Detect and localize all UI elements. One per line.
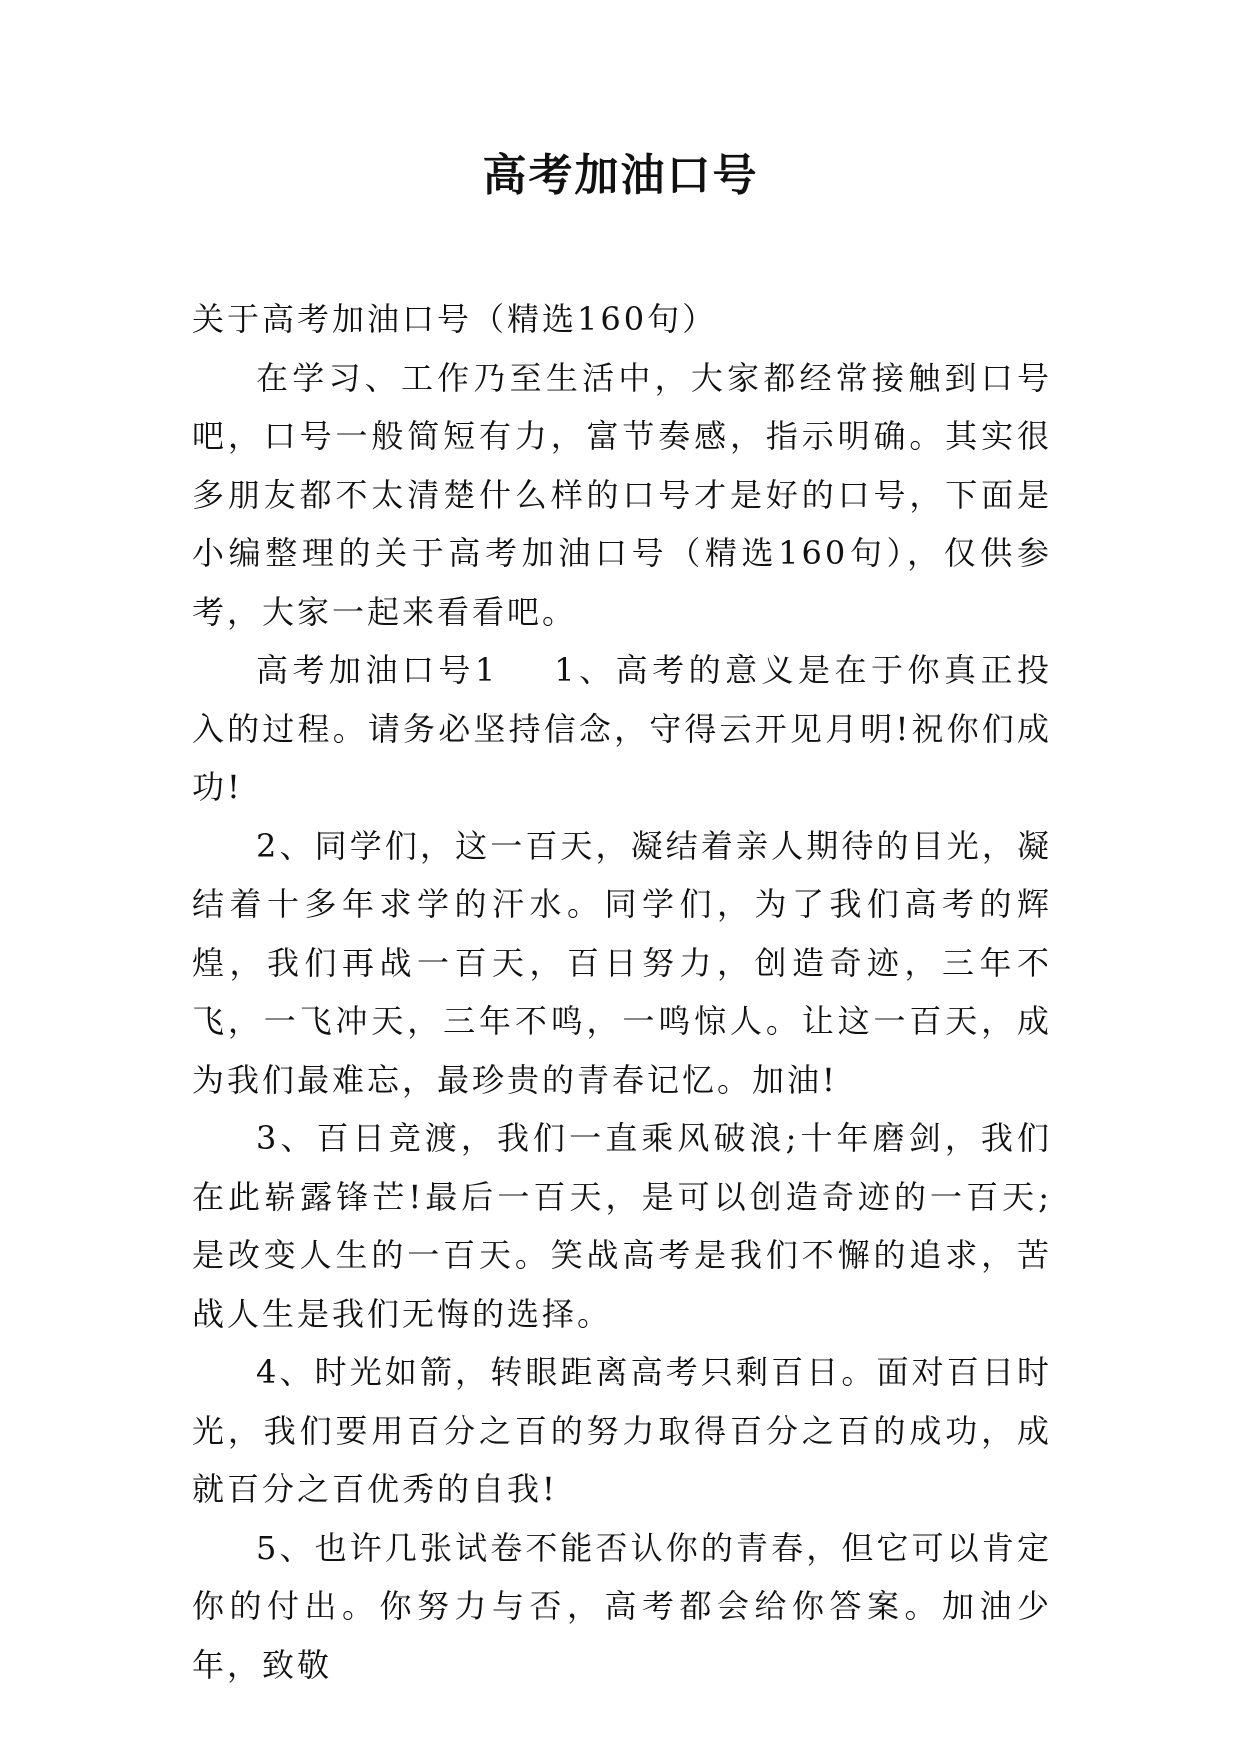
slogan-item-4: 4、时光如箭，转眼距离高考只剩百日。面对百日时光，我们要用百分之百的努力取得百分之百的成功，成就百分之百优秀的自我! xyxy=(192,1353,1052,1508)
document-title: 高考加油口号 xyxy=(482,150,759,201)
document-subtitle: 关于高考加油口号（精选160句） xyxy=(192,300,718,338)
slogan-item-1: 1、高考的意义是在于你真正投入的过程。请务必坚持信念，守得云开见月明!祝你们成功! xyxy=(192,651,1052,806)
document-body xyxy=(192,290,1052,1694)
slogan-item-5: 5、也许几张试卷不能否认你的青春，但它可以肯定你的付出。你努力与否，高考都会给你答案。加油少年，致敬 xyxy=(192,1528,1052,1684)
slogan-item-2: 2、同学们，这一百天，凝结着亲人期待的目光，凝结着十多年求学的汗水。同学们，为了我们高考的辉煌，我们再战一百天，百日努力，创造奇迹，三年不飞，一飞冲天，三年不鸣，一鸣惊人。让这一百天，成为我们最难忘，最珍贵的青春记忆。加油! xyxy=(192,826,1052,1099)
section-heading: 高考加油口号1 xyxy=(256,651,499,689)
intro-paragraph: 在学习、工作乃至生活中，大家都经常接触到口号吧，口号一般简短有力，富节奏感，指示明确。其实很多朋友都不太清楚什么样的口号才是好的口号，下面是小编整理的关于高考加油口号（精选160句），仅供参考，大家一起来看看吧。 xyxy=(192,358,1052,631)
section-paragraph-1 xyxy=(192,641,1052,817)
slogan-item-3: 3、百日竞渡，我们一直乘风破浪;十年磨剑，我们在此崭露锋芒!最后一百天，是可以创造奇迹的一百天;是改变人生的一百天。笑战高考是我们不懈的追求，苦战人生是我们无悔的选择。 xyxy=(192,1119,1052,1333)
